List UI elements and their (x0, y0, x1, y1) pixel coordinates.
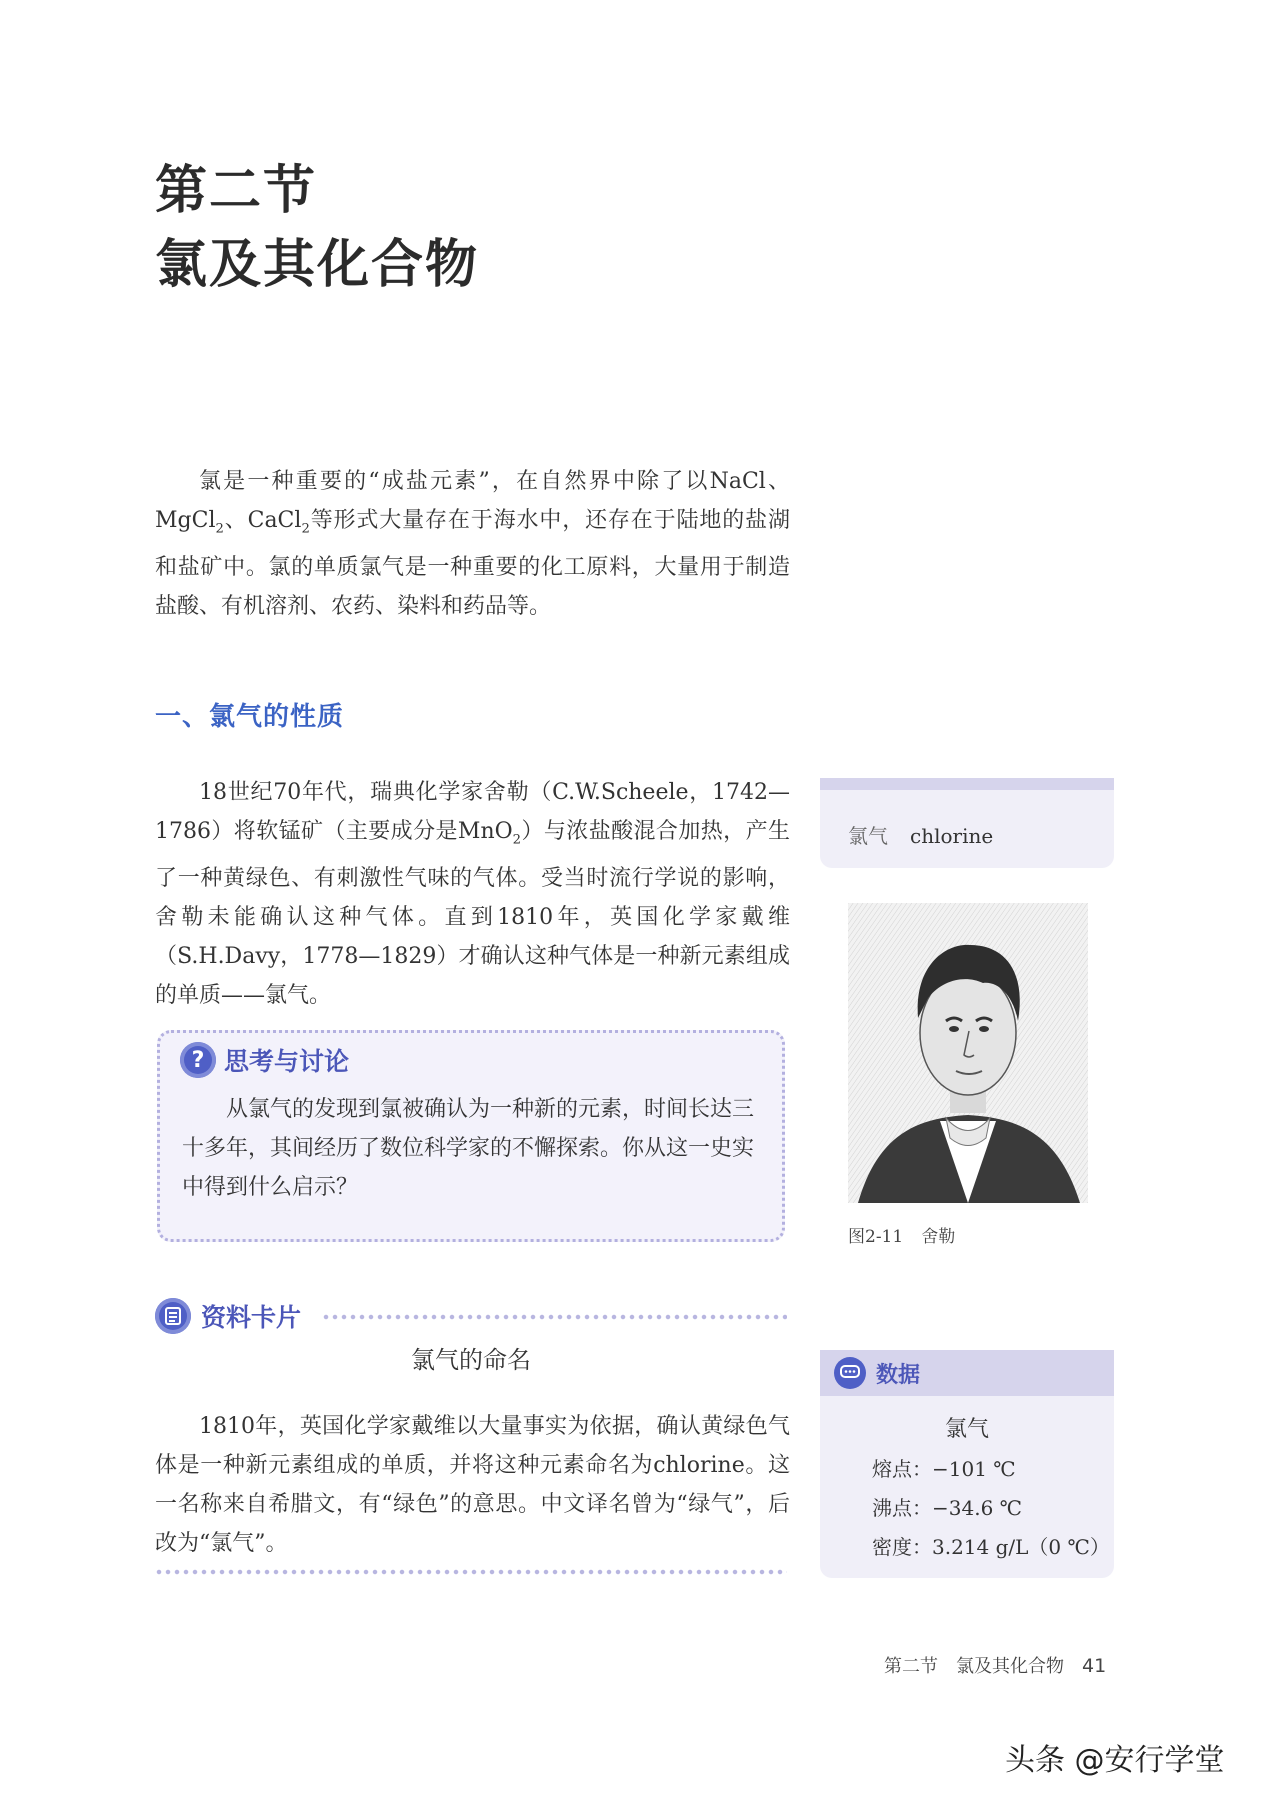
info-card-text: 1810年，英国化学家戴维以大量事实为依据，确认黄绿色气体是一种新元素组成的单质，并将这种元素命名为chlorine。这一名称来自希腊文，有“绿色”的意思。中文译名曾为“绿气”，后改为“氯气”。 (155, 1414, 790, 1556)
info-card-body (155, 1407, 790, 1563)
info-card-title: 氯气的命名 (411, 1346, 531, 1374)
data-list (872, 1450, 1110, 1567)
page-footer (884, 1652, 1106, 1678)
section-label: 第二节 (155, 160, 318, 221)
subsection-heading: 一、氯气的性质 (155, 702, 345, 732)
info-card-header (155, 1298, 301, 1334)
intro-text: 氯是一种重要的“成盐元素”，在自然界中除了以NaCl、MgCl$_2$、CaCl$_2$等形式大量存在于海水中，还存在于陆地的盐湖和盐矿中。氯的单质氯气是一种重要的化工原料，大量用于制造盐酸、有机溶剂、农药、染料和药品等。 (155, 469, 790, 620)
history-text: 18世纪70年代，瑞典化学家舍勒（C.W.Scheele，1742—1786）将软锰矿（主要成分是MnO$_2$）与浓盐酸混合加热，产生了一种黄绿色、有刺激性气味的气体。受当时流行学说的影响，舍勒未能确认这种气体。直到1810年，英国化学家戴维（S.H.Davy，1778—1829）才确认这种气体是一种新元素组成的单质——氯气。 (155, 780, 790, 1009)
figure-caption-text: 舍勒 (921, 1227, 956, 1247)
speech-bubble-icon (834, 1357, 866, 1389)
term-chinese: 氯气 (848, 824, 888, 848)
intro-paragraph (155, 462, 790, 626)
density: 密度：3.214 g/L（0 ℃） (872, 1535, 1110, 1559)
footer-title: 氯及其化合物 (956, 1656, 1064, 1677)
think-discuss-title: 思考与讨论 (224, 1047, 350, 1076)
footer-section: 第二节 (884, 1656, 938, 1677)
term-english: chlorine (910, 824, 994, 848)
info-card-top-rule (322, 1314, 787, 1320)
figure-number: 图2-11 (848, 1227, 904, 1247)
scheele-portrait (848, 903, 1088, 1203)
watermark: 头条 @安行学堂 (1005, 1743, 1225, 1778)
info-card-bottom-rule (155, 1568, 787, 1576)
data-substance: 氯气 (944, 1417, 989, 1442)
think-discuss-text: 从氯气的发现到氯被确认为一种新的元素，时间长达三十多年，其间经历了数位科学家的不懈探索。你从这一史实中得到什么启示？ (182, 1097, 755, 1200)
melting-point: 熔点：−101 ℃ (872, 1457, 1016, 1481)
term-entry (848, 820, 993, 849)
section-title: 氯及其化合物 (155, 234, 480, 295)
document-icon (155, 1298, 191, 1334)
data-box-label: 数据 (876, 1362, 921, 1388)
think-discuss-body (182, 1090, 762, 1207)
boiling-point: 沸点：−34.6 ℃ (872, 1496, 1023, 1520)
data-box-header (820, 1350, 1114, 1396)
question-icon: ? (180, 1042, 216, 1078)
info-card-label: 资料卡片 (201, 1303, 302, 1332)
page-number: 41 (1082, 1655, 1107, 1677)
figure-caption (848, 1222, 973, 1247)
history-paragraph (155, 773, 790, 1015)
think-discuss-header (180, 1042, 349, 1078)
